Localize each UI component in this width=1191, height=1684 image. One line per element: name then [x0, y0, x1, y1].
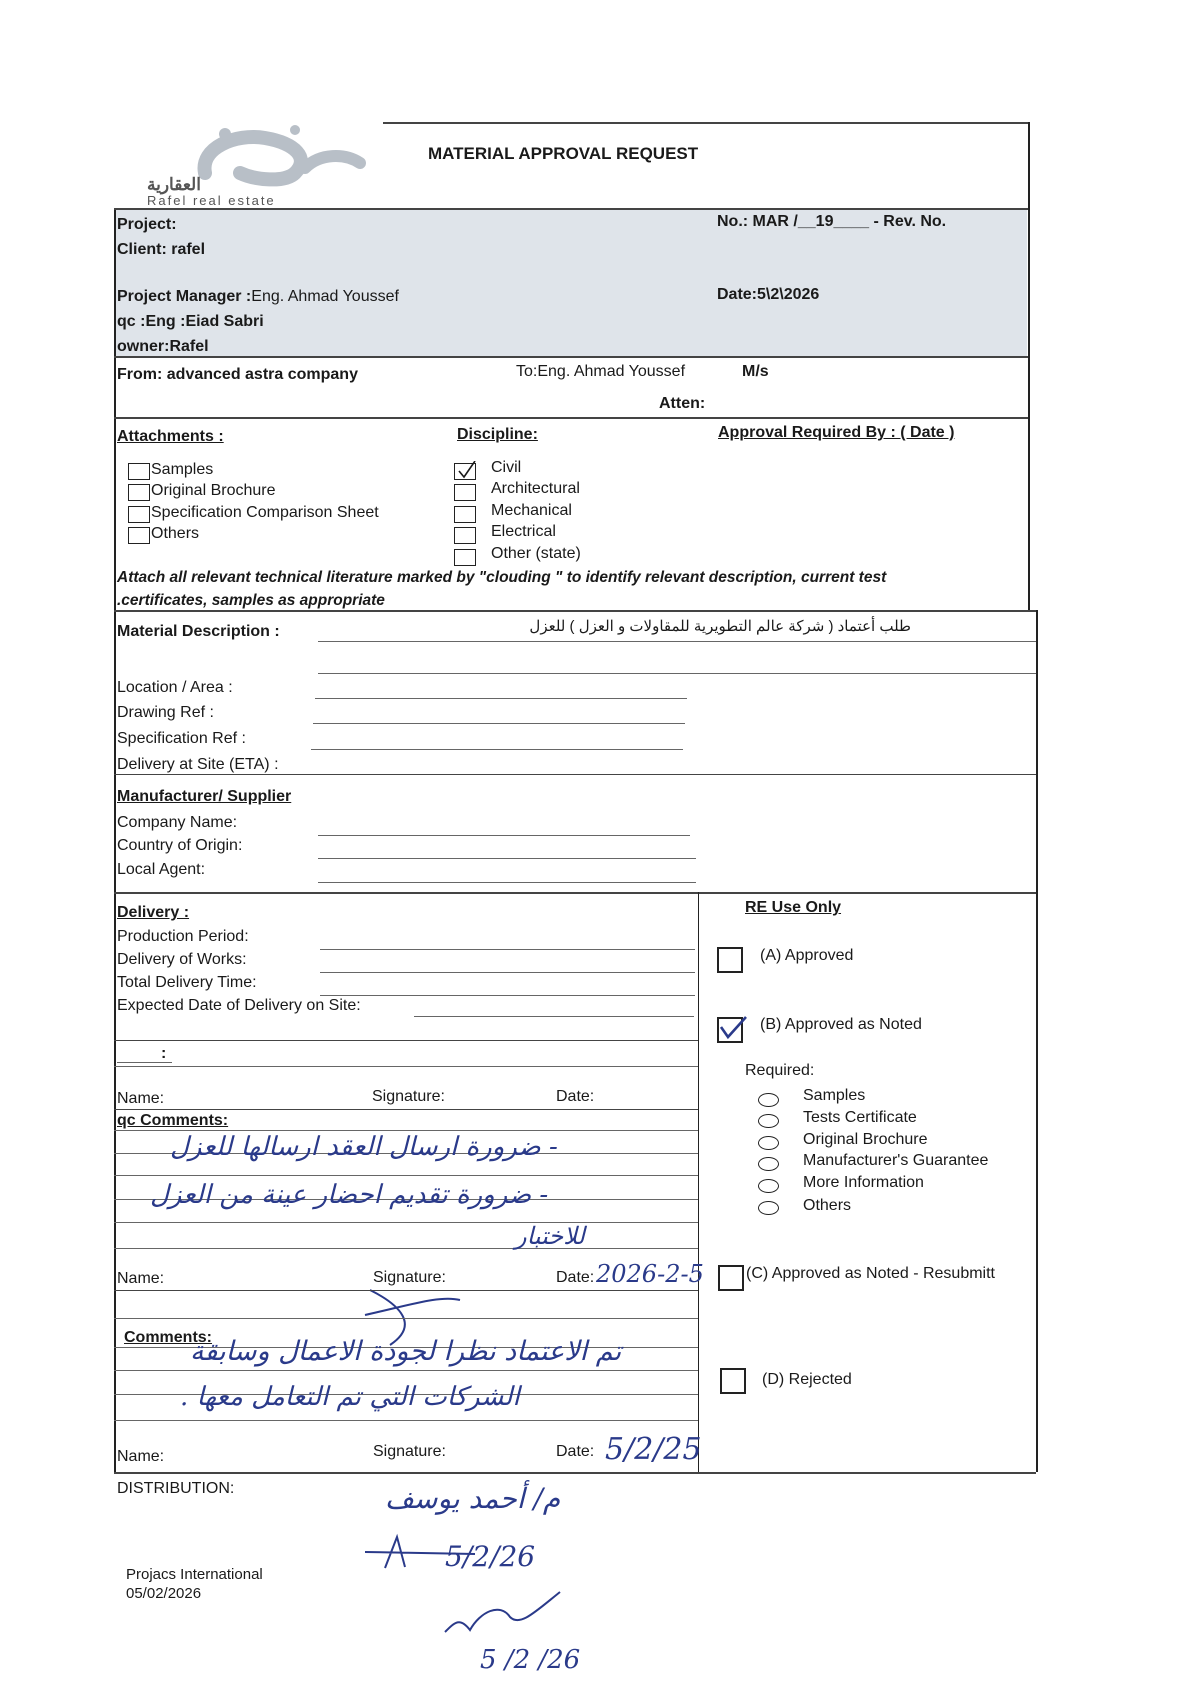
approved-checkbox[interactable] — [717, 947, 743, 973]
comments-date-label: Date: — [556, 1443, 595, 1460]
discipline-civil-label: Civil — [491, 459, 522, 476]
comments-line3 — [114, 1370, 698, 1371]
delivery-row-line — [114, 1066, 698, 1067]
discipline-electrical-label: Electrical — [491, 523, 556, 540]
qc-line6 — [114, 1248, 698, 1249]
comments-signature-label: Signature: — [373, 1443, 446, 1460]
rejected-checkbox[interactable] — [720, 1368, 746, 1394]
req-brochure-radio[interactable] — [758, 1136, 779, 1150]
distribution-handwritten-date: 5/2/26 — [445, 1540, 536, 1573]
logo-text-ar: العقارية — [147, 175, 201, 194]
company-logo — [145, 118, 385, 208]
resubmit-checkbox[interactable] — [718, 1265, 744, 1291]
discipline-other-checkbox[interactable] — [454, 549, 476, 566]
spec-underline — [311, 749, 683, 750]
delivery-date-label: Date: — [556, 1088, 595, 1105]
approved-noted-checkbox[interactable] — [717, 1017, 743, 1043]
qc-handwritten-line3: للاختبار — [515, 1222, 585, 1250]
material-desc-line2 — [318, 673, 1036, 674]
client-label: Client: rafel — [117, 241, 206, 258]
req-guarantee-radio[interactable] — [758, 1157, 779, 1171]
qc-line5 — [114, 1222, 698, 1223]
right-border-top — [1028, 122, 1030, 610]
resubmit-label: (C) Approved as Noted - Resubmitt — [746, 1265, 995, 1282]
req-brochure-label: Original Brochure — [803, 1131, 928, 1148]
attachment-others-label: Others — [151, 525, 200, 542]
expected-date-label: Expected Date of Delivery on Site: — [117, 997, 361, 1014]
top-border — [383, 122, 1028, 124]
comments-handwritten-line2: الشركات التي تم التعامل معها . — [180, 1382, 520, 1412]
req-guarantee-label: Manufacturer's Guarantee — [803, 1152, 989, 1169]
project-label: Project: — [117, 216, 177, 233]
distribution-handwritten-name: م/ أحمد يوسف — [385, 1482, 561, 1515]
delivery-colon: : — [161, 1045, 167, 1062]
manufacturer-top-line — [114, 774, 1036, 775]
req-samples-radio[interactable] — [758, 1093, 779, 1107]
bottom-signature-icon — [440, 1582, 570, 1642]
comments-handwritten-line1: تم الاعتماد نظرا لجودة الاعمال وسابقة — [190, 1336, 622, 1367]
qc-handwritten-line1: - ضرورة ارسال العقد ارسالها للعزل — [170, 1132, 558, 1162]
material-top-line — [114, 610, 1036, 612]
country-origin-label: Country of Origin: — [117, 837, 243, 854]
qc-line3 — [114, 1175, 698, 1176]
atten-label: Atten: — [659, 395, 706, 412]
logo-text-en: Rafel real estate — [147, 193, 276, 208]
comments-top-line — [114, 1290, 698, 1291]
drawing-underline — [313, 723, 685, 724]
discipline-electrical-checkbox[interactable] — [454, 527, 476, 544]
header-date: Date:5\2\2026 — [717, 286, 820, 303]
required-label: Required: — [745, 1062, 815, 1079]
req-others-label: Others — [803, 1197, 852, 1214]
material-description-label: Material Description : — [117, 623, 280, 640]
qc-top-line — [114, 1109, 698, 1110]
form-title: MATERIAL APPROVAL REQUEST — [428, 144, 699, 163]
country-underline — [318, 858, 696, 859]
req-samples-label: Samples — [803, 1087, 866, 1104]
attachment-spec-label: Specification Comparison Sheet — [151, 504, 379, 521]
distribution-label: DISTRIBUTION: — [117, 1480, 235, 1497]
material-desc-underline — [318, 641, 1036, 642]
comments-line5 — [114, 1420, 698, 1421]
attach-note-line2: .certificates, samples as appropriate — [117, 592, 385, 609]
req-others-radio[interactable] — [758, 1201, 779, 1215]
distribution-strike-mark-icon — [365, 1532, 485, 1572]
qc-label: qc :Eng :Eiad Sabri — [117, 313, 264, 330]
qc-name-label: Name: — [117, 1270, 165, 1287]
to-label: To:Eng. Ahmad Youssef — [516, 363, 686, 380]
delivery-name-label: Name: — [117, 1090, 165, 1107]
comments-line1 — [114, 1318, 698, 1319]
comments-title: Comments: — [124, 1329, 213, 1346]
attachment-others-checkbox[interactable] — [128, 527, 150, 544]
company-underline — [318, 835, 690, 836]
re-use-divider — [698, 892, 699, 1472]
works-underline — [320, 972, 695, 973]
qc-comments-title: qc Comments: — [117, 1112, 229, 1129]
production-underline — [320, 949, 695, 950]
delivery-section-line — [114, 1040, 698, 1041]
header-top-line — [114, 208, 1028, 210]
qc-handwritten-line2: - ضرورة تقديم احضار عينة من العزل — [150, 1180, 549, 1210]
qc-handwritten-date: 2026-2-5 — [596, 1260, 704, 1288]
ms-label: M/s — [742, 363, 769, 380]
header-shade — [116, 209, 1027, 356]
check-mark-icon — [455, 461, 477, 479]
req-info-radio[interactable] — [758, 1179, 779, 1193]
mar-number: No.: MAR /__19____ - Rev. No. — [717, 213, 947, 230]
qc-signature-label: Signature: — [373, 1269, 446, 1286]
material-description-value: طلب أعتماد ( شركة عالم التطويرية للمقاولات و العزل ) للعزل — [529, 618, 911, 635]
discipline-civil-checkbox[interactable] — [454, 463, 476, 480]
rejected-label: (D) Rejected — [762, 1371, 852, 1388]
delivery-title: Delivery : — [117, 904, 190, 921]
agent-underline — [318, 882, 696, 883]
delivery-top-line — [114, 892, 1036, 894]
location-underline — [315, 698, 687, 699]
location-label: Location / Area : — [117, 679, 233, 696]
drawing-ref-label: Drawing Ref : — [117, 704, 214, 721]
project-manager: Project Manager :Eng. Ahmad Youssef — [117, 288, 399, 305]
footer-company: Projacs International — [126, 1566, 263, 1583]
delivery-site-label: Delivery at Site (ETA) : — [117, 756, 279, 773]
delivery-works-label: Delivery of Works: — [117, 951, 247, 968]
attachment-samples-label: Samples — [151, 461, 214, 478]
approved-noted-label: (B) Approved as Noted — [760, 1016, 922, 1033]
attachment-spec-checkbox[interactable] — [128, 506, 150, 523]
delivery-signature-label: Signature: — [372, 1088, 445, 1105]
attachments-title: Attachments : — [117, 428, 224, 445]
expected-underline — [414, 1016, 694, 1017]
colon-underline — [117, 1062, 172, 1063]
discipline-title: Discipline: — [457, 426, 538, 443]
company-name-label: Company Name: — [117, 814, 238, 831]
comments-handwritten-date: 5/2/25 — [605, 1432, 702, 1467]
from-label: From: advanced astra company — [117, 366, 358, 383]
discipline-mechanical-checkbox[interactable] — [454, 506, 476, 523]
qc-line1 — [114, 1130, 698, 1131]
attachment-brochure-checkbox[interactable] — [128, 484, 150, 501]
footer-date: 05/02/2026 — [126, 1585, 202, 1602]
discipline-other-label: Other (state) — [491, 545, 581, 562]
qc-date-label: Date: — [556, 1269, 595, 1286]
attachment-brochure-label: Original Brochure — [151, 482, 276, 499]
owner-label: owner:Rafel — [117, 338, 209, 355]
from-top-line — [114, 356, 1028, 358]
re-use-title: RE Use Only — [745, 899, 842, 916]
req-info-label: More Information — [803, 1174, 924, 1191]
manufacturer-title: Manufacturer/ Supplier — [117, 788, 292, 805]
left-border — [114, 208, 116, 1472]
total-delivery-label: Total Delivery Time: — [117, 974, 257, 991]
req-tests-radio[interactable] — [758, 1114, 779, 1128]
bottom-border — [114, 1472, 1036, 1474]
right-border-bottom — [1036, 610, 1038, 1472]
check-mark-icon — [718, 1015, 748, 1041]
spec-ref-label: Specification Ref : — [117, 730, 246, 747]
discipline-architectural-checkbox[interactable] — [454, 484, 476, 501]
bottom-handwritten-date: 5 /2 /26 — [480, 1645, 581, 1675]
production-period-label: Production Period: — [117, 928, 249, 945]
discipline-architectural-label: Architectural — [491, 480, 580, 497]
approved-label: (A) Approved — [760, 947, 854, 964]
attachment-samples-checkbox[interactable] — [128, 463, 150, 480]
attach-note-line1: Attach all relevant technical literature marked by "clouding " to identify relevant description, current test — [117, 569, 887, 586]
req-tests-label: Tests Certificate — [803, 1109, 917, 1126]
total-underline — [320, 995, 695, 996]
comments-name-label: Name: — [117, 1448, 165, 1465]
local-agent-label: Local Agent: — [117, 861, 206, 878]
discipline-mechanical-label: Mechanical — [491, 502, 572, 519]
approval-required-title: Approval Required By : ( Date ) — [718, 424, 955, 441]
attach-top-line — [114, 417, 1028, 419]
